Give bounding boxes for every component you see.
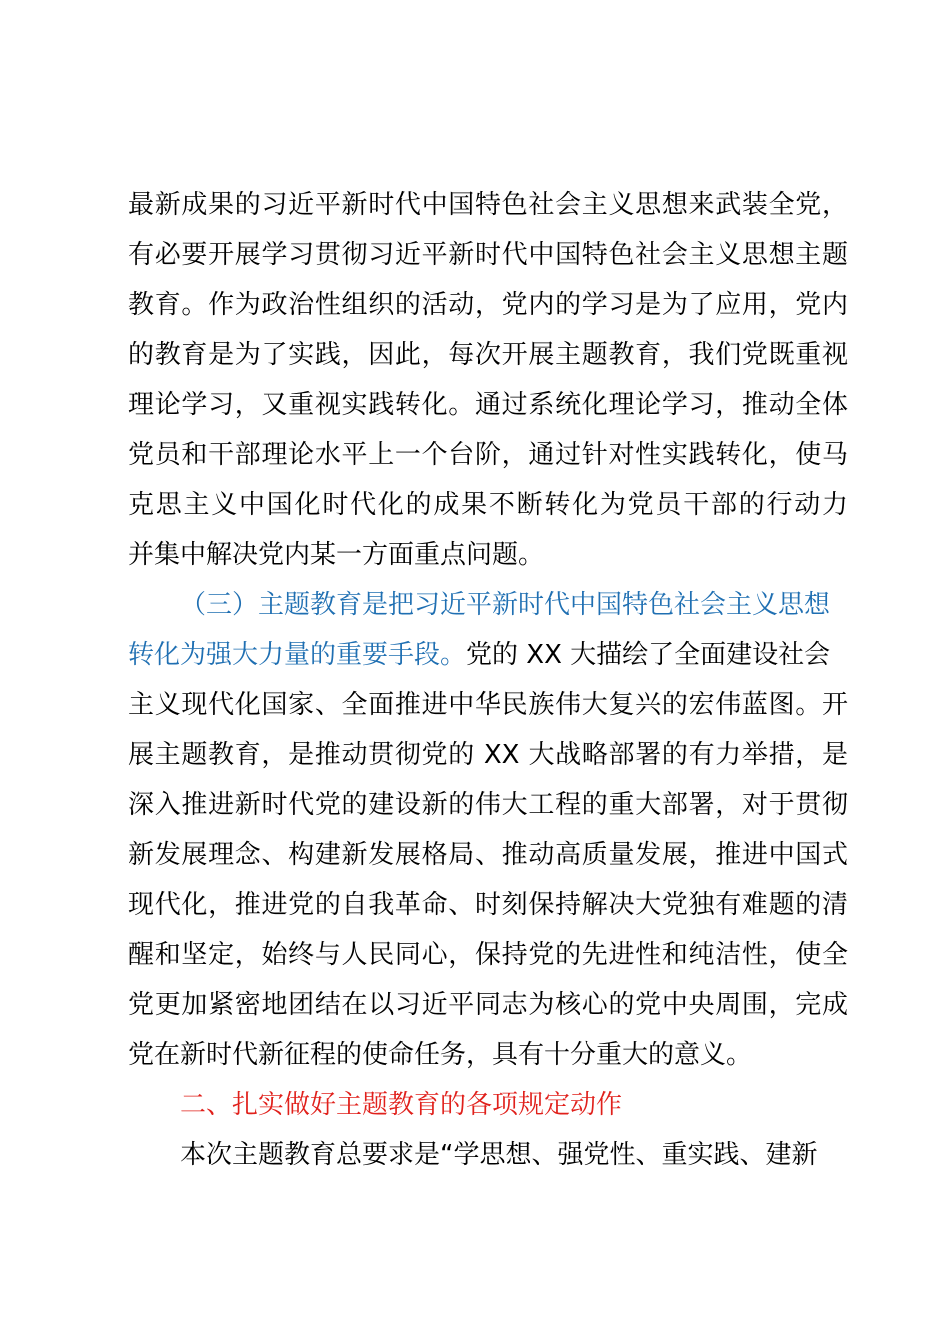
text-line: 醒和坚定，始终与人民同心，保持党的先进性和纯洁性，使全	[128, 940, 848, 970]
text-line: 党更加紧密地团结在以习近平同志为核心的党中央周围，完成	[128, 990, 848, 1020]
text-line: 有必要开展学习贯彻习近平新时代中国特色社会主义思想主题	[128, 240, 848, 270]
text-line: 最新成果的习近平新时代中国特色社会主义思想来武装全党，	[128, 190, 848, 220]
text-line: 本次主题教育总要求是“学思想、强党性、重实践、建新	[180, 1140, 818, 1170]
text-line: 新发展理念、构建新发展格局、推动高质量发展，推进中国式	[128, 840, 848, 870]
subheading-line-end: 转化为强大力量的重要手段。	[128, 640, 467, 670]
text-line: 主义现代化国家、全面推进中华民族伟大复兴的宏伟蓝图。开	[128, 690, 848, 720]
text-line-mixed	[128, 630, 848, 680]
text-line: 理论学习，又重视实践转化。通过系统化理论学习，推动全体	[128, 390, 848, 420]
text-line: 现代化，推进党的自我革命、时刻保持解决大党独有难题的清	[128, 890, 848, 920]
text-line: 教育。作为政治性组织的活动，党内的学习是为了应用，党内	[128, 290, 848, 320]
text-line: 并集中解决党内某一方面重点问题。	[128, 540, 545, 570]
text-segment: 党的 XX 大描绘了全面建设社会	[466, 640, 831, 670]
paragraph-subheading-three	[128, 580, 848, 1080]
text-line: 克思主义中国化时代化的成果不断转化为党员干部的行动力	[128, 490, 848, 520]
section-heading: 二、扎实做好主题教育的各项规定动作	[180, 1090, 623, 1120]
text-line: 深入推进新时代党的建设新的伟大工程的重大部署，对于贯彻	[128, 790, 848, 820]
subheading-line: （三）主题教育是把习近平新时代中国特色社会主义思想	[180, 590, 831, 620]
text-line: 党员和干部理论水平上一个台阶，通过针对性实践转化，使马	[128, 440, 848, 470]
text-line: 党在新时代新征程的使命任务，具有十分重大的意义。	[128, 1040, 753, 1070]
document-body	[128, 180, 848, 1180]
section-two	[128, 1080, 848, 1180]
paragraph-continuation	[128, 180, 848, 580]
text-line: 的教育是为了实践，因此，每次开展主题教育，我们党既重视	[128, 340, 848, 370]
text-line: 展主题教育，是推动贯彻党的 XX 大战略部署的有力举措，是	[128, 740, 848, 770]
